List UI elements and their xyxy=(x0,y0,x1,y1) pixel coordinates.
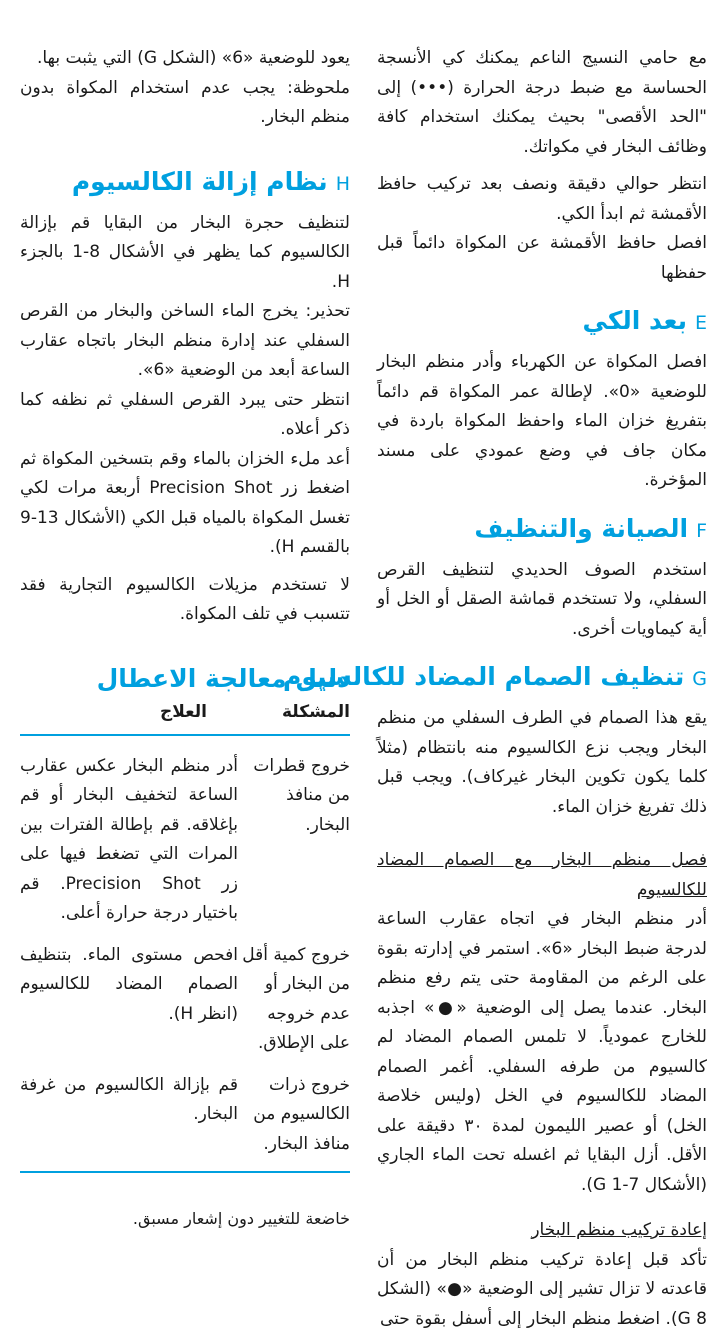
table-header xyxy=(20,698,350,726)
paragraph: افصل المكواة عن الكهرباء وأدر منظم البخار للوضعية «0». لإطالة عمر المكواة قم دائماً بتفريغ خزان الماء واحفظ المكواة باردة في مكان جاف في وضع عمودي على مسند المؤخرة. xyxy=(377,348,707,496)
section-heading-f xyxy=(377,512,707,548)
section-title: بعد الكي xyxy=(583,306,687,335)
paragraph: أدر منظم البخار في اتجاه عقارب الساعة لدرجة ضبط البخار «6». استمر في إدارته بقوة على الرغم من المقاومة حتى يتم رفع منظم البخار. عندما يصل إلى الوضعية «●» اجذبه للخارج عمودياً. لا تلمس الصمام المضاد لم كالسيوم من طرفه السفلي. أغمر الصمام المضاد للكالسيوم في الخل (وليس خلاصة الخل) أو عصير الليمون لمدة ٣٠ دقيقة على الأقل. أزل البقايا ثم اغسله تحت الماء الجاري (الأشكال 7-1 G). xyxy=(377,905,707,1200)
problem-cell: خروج ذرات الكالسيوم من منافذ البخار. xyxy=(238,1071,350,1160)
paragraph: أعد ملء الخزان بالماء وقم بتسخين المكواة ثم اضغط زر Precision Shot أربعة مرات لكي تغسل المكواة بالمياه قبل الكي (الأشكال 13-9 بالقسم H). xyxy=(20,445,350,563)
section-title: الصيانة والتنظيف xyxy=(474,514,688,543)
paragraph: استخدم الصوف الحديدي لتنظيف القرص السفلي، ولا تستخدم قماشة الصقل أو الخل أو أية كيماويات أخرى. xyxy=(377,556,707,645)
section-title: تنظيف الصمام المضاد للكالسيوم xyxy=(283,662,684,691)
paragraph: انتظر حوالي دقيقة ونصف بعد تركيب حافظ الأقمشة ثم ابدأ الكي. xyxy=(377,170,707,229)
subheading: إعادة تركيب منظم البخار xyxy=(377,1216,707,1246)
section-letter: G xyxy=(692,668,707,690)
section-letter: F xyxy=(696,520,707,542)
subheading: فصل منظم البخار مع الصمام المضاد للكالسيوم xyxy=(377,846,707,905)
problem-cell: خروج قطرات من منافذ البخار. xyxy=(238,752,350,929)
right-column xyxy=(377,44,707,1334)
section-letter: H xyxy=(336,173,350,195)
table-row xyxy=(20,1071,350,1160)
section-title: نظام إزالة الكالسيوم xyxy=(72,167,328,196)
remedy-cell: افحص مستوى الماء. بتنظيف الصمام المضاد للكالسيوم (انظر H). xyxy=(20,941,238,1059)
paragraph: انتظر حتى يبرد القرص السفلي ثم نظفه كما ذكر أعلاه. xyxy=(20,386,350,445)
remedy-cell: قم بإزالة الكالسيوم من غرفة البخار. xyxy=(20,1071,238,1160)
table-row xyxy=(20,941,350,1059)
paragraph: لتنظيف حجرة البخار من البقايا قم بإزالة الكالسيوم كما يظهر في الأشكال 8-1 بالجزء H. xyxy=(20,209,350,298)
section-heading-g xyxy=(377,660,707,696)
note-paragraph: ملحوظة: يجب عدم استخدام المكواة بدون منظم البخار. xyxy=(20,74,350,133)
warning-paragraph: تحذير: يخرج الماء الساخن والبخار من القرص السفلي عند إدارة منظم البخار باتجاه عقارب الساعة أبعد من الوضعية «6». xyxy=(20,297,350,386)
remedy-cell: أدر منظم البخار عكس عقارب الساعة لتخفيف البخار أو قم بإغلاقه. قم بإطالة الفترات بين المرات التي تضغط فيها على زر Precision Shot. قم باختيار درجة حرارة أعلى. xyxy=(20,752,238,929)
section-letter: E xyxy=(695,312,707,334)
paragraph: يعود للوضعية «6» (الشكل G) التي يثبت بها. xyxy=(20,44,350,74)
column-header-remedy: العلاج xyxy=(160,698,207,726)
troubleshooting-heading: دليل معالجة الاعطال xyxy=(20,662,350,696)
table-row xyxy=(20,752,350,929)
section-heading-e xyxy=(377,304,707,340)
left-column xyxy=(20,44,350,1233)
paragraph: تأكد قبل إعادة تركيب منظم البخار من أن قاعدته لا تزال تشير إلى الوضعية «●» (الشكل G 8). اضغط منظم البخار إلى أسفل بقوة حتى xyxy=(377,1246,707,1334)
paragraph: افصل حافظ الأقمشة عن المكواة دائماً قبل حفظها xyxy=(377,229,707,288)
section-heading-h xyxy=(20,165,350,201)
paragraph: لا تستخدم مزيلات الكالسيوم التجارية فقد تتسبب في تلف المكواة. xyxy=(20,571,350,630)
problem-cell: خروج كمية أقل من البخار أو عدم خروجه على الإطلاق. xyxy=(238,941,350,1059)
paragraph: مع حامي النسيج الناعم يمكنك كي الأنسجة الحساسة مع ضبط درجة الحرارة (•••) إلى "الحد الأقصى" بحيث يمكنك استخدام كافة وظائف البخار في مكواتك. xyxy=(377,44,707,162)
footer-note: خاضعة للتغيير دون إشعار مسبق. xyxy=(20,1205,350,1233)
paragraph: يقع هذا الصمام في الطرف السفلي من منظم البخار ويجب نزع الكالسيوم منه بانتظام (مثلاً كلما يكون تكوين البخار غيركاف). ويجب قبل ذلك تفريغ خزان الماء. xyxy=(377,704,707,822)
column-header-problem: المشكلة xyxy=(282,698,350,726)
